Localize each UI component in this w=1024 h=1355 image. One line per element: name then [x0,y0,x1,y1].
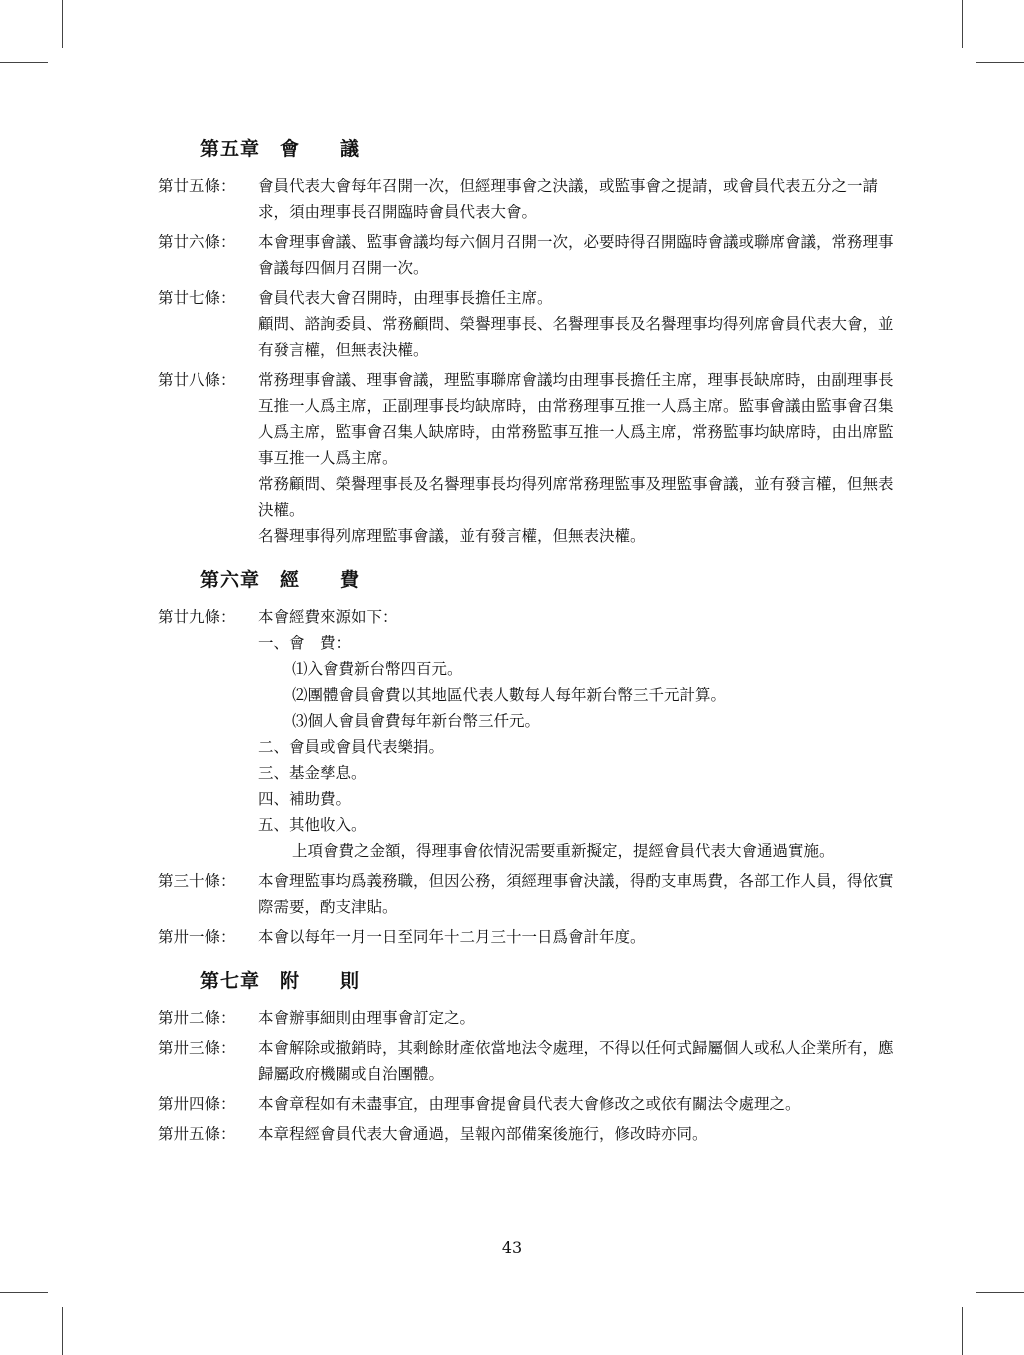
page-number: 43 [501,1238,523,1257]
chapter-title: 第七章 附 則 [200,970,361,992]
sub-item: ⑴入會費新台幣四百元。 [292,660,463,678]
article-note: 上項會費之金額，得理事會依情況需要重新擬定，提經會員代表大會通過實施。 [292,842,835,860]
article-number: 第卅二條： [158,1009,236,1027]
article-text: 本會以每年一月一日至同年十二月三十一日爲會計年度。 [258,928,646,946]
article-number: 第卅五條： [158,1125,236,1143]
article-text: 顧問、諮詢委員、常務顧問、榮譽理事長、名譽理事長及名譽理事均得列席會員代表大會，並有發言權，但無表決權。 [258,315,894,359]
article [158,367,898,549]
article-number: 第卅一條： [158,928,236,946]
article-text: 名譽理事得列席理監事會議，並有發言權，但無表決權。 [258,527,646,545]
article-number: 第卅四條： [158,1095,236,1113]
article-text: 本會章程如有未盡事宜，由理事會提會員代表大會修改之或依有關法令處理之。 [258,1095,801,1113]
sub-item: ⑵團體會員會費以其地區代表人數每人每年新台幣三千元計算。 [292,686,727,704]
article-number: 第廿五條： [158,177,236,195]
article-text: 會員代表大會召開時，由理事長擔任主席。 [258,289,553,307]
crop-mark [0,1292,48,1293]
article-number: 第廿九條： [158,608,236,626]
article [158,1035,898,1087]
list-item: 三、基金孳息。 [258,764,367,782]
chapter-title: 第六章 經 費 [200,569,361,591]
list-item: 五、其他收入。 [258,816,367,834]
crop-mark [976,62,1024,63]
article [158,1121,898,1147]
article-number: 第廿六條： [158,233,236,251]
article-text: 本會解除或撤銷時，其剩餘財產依當地法令處理，不得以任何式歸屬個人或私人企業所有，應歸屬政府機關或自治團體。 [258,1039,894,1083]
article-text: 常務理事會議、理事會議，理監事聯席會議均由理事長擔任主席，理事長缺席時，由副理事長互推一人爲主席，正副理事長均缺席時，由常務理事互推一人爲主席。監事會議由監事會召集人爲主席，監事會召集人缺席時，由常務監事互推一人爲主席，常務監事均缺席時，由出席監事互推一人爲主席。 [258,371,894,467]
article [158,229,898,281]
article [158,173,898,225]
article-text: 本會辦事細則由理事會訂定之。 [258,1009,476,1027]
article-number: 第廿八條： [158,371,236,389]
article-number: 第廿七條： [158,289,236,307]
article-text: 本會理監事均爲義務職，但因公務，須經理事會決議，得酌支車馬費，各部工作人員，得依實際需要，酌支津貼。 [258,872,894,916]
sub-item: ⑶個人會員會費每年新台幣三仟元。 [292,712,541,730]
article-text: 會員代表大會每年召開一次，但經理事會之決議，或監事會之提請，或會員代表五分之一請求，須由理事長召開臨時會員代表大會。 [258,177,879,221]
article-text: 本章程經會員代表大會通過，呈報內部備案後施行，修改時亦同。 [258,1125,708,1143]
article [158,1005,898,1031]
article [158,1091,898,1117]
article [158,924,898,950]
article [158,604,898,864]
list-item: 二、會員或會員代表樂捐。 [258,738,445,756]
crop-mark [962,1307,963,1355]
article-text: 本會理事會議、監事會議均每六個月召開一次，必要時得召開臨時會議或聯席會議，常務理事會議每四個月召開一次。 [258,233,894,277]
list-item: 四、補助費。 [258,790,352,808]
article [158,285,898,363]
crop-mark [0,62,48,63]
crop-mark [976,1292,1024,1293]
crop-mark [62,1307,63,1355]
article-number: 第卅三條： [158,1039,236,1057]
article [158,868,898,920]
document-body [158,134,898,1151]
crop-mark [962,0,963,48]
chapter-title: 第五章 會 議 [200,138,361,160]
article-number: 第三十條： [158,872,236,890]
article-text: 本會經費來源如下： [258,608,398,626]
list-item: 一、會 費： [258,634,352,652]
article-text: 常務顧問、榮譽理事長及名譽理事長均得列席常務理監事及理監事會議，並有發言權，但無表決權。 [258,475,894,519]
crop-mark [62,0,63,48]
